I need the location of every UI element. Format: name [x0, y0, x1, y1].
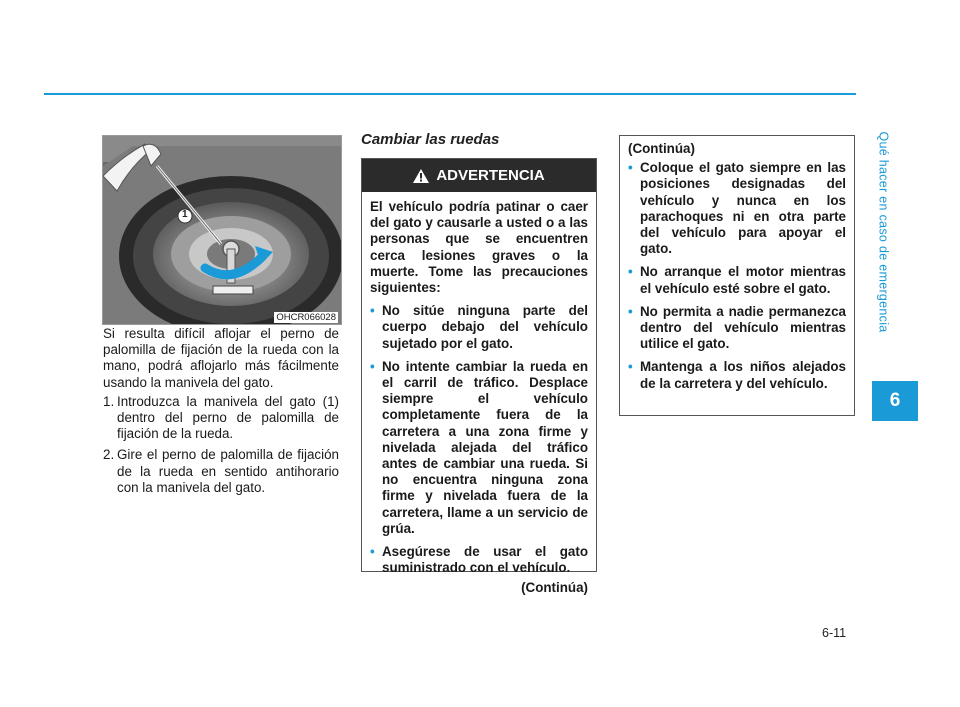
warning-bullets	[370, 303, 588, 576]
warning-triangle-icon	[413, 169, 429, 183]
bullet-text: Asegúrese de usar el gato suministrado con el vehículo.	[382, 544, 588, 576]
bullet-dot-icon: •	[370, 358, 375, 374]
continued-bullets	[628, 160, 846, 392]
bullet-dot-icon: •	[628, 264, 633, 280]
warning-bullet	[370, 544, 588, 576]
warning-bullet	[370, 359, 588, 537]
intro-paragraph: Si resulta difícil aflojar el perno de palomilla de fijación de la rueda con la mano, podrá aflojarlo más fácilmente usando la manivela del gato.	[103, 326, 339, 390]
continued-label: (Continúa)	[628, 141, 695, 156]
continued-label: (Continúa)	[521, 580, 588, 596]
warning-intro: El vehículo podría patinar o caer del gato y causarle a usted o a las personas que se encuentren cerca lesiones graves o la muerte. Tome las precauciones siguientes:	[370, 199, 588, 296]
chapter-tab: 6	[872, 381, 918, 421]
bullet-text: Coloque el gato siempre en las posiciones designadas del vehículo y nunca en los parachoques ni en otra parte del vehículo para apoyar el gato.	[640, 160, 846, 257]
section-side-label	[872, 112, 896, 352]
figure-callout-number: 1	[182, 209, 188, 220]
bullet-dot-icon: •	[628, 303, 633, 319]
step-number: 1.	[103, 393, 115, 409]
top-rule	[44, 93, 856, 95]
bullet-dot-icon: •	[370, 303, 375, 319]
bullet-text: No permita a nadie permanezca dentro del vehículo mientras utilice el gato.	[640, 303, 846, 352]
section-heading: Cambiar las ruedas	[361, 131, 500, 148]
warning-box	[361, 158, 597, 596]
warning-title: ADVERTENCIA	[436, 167, 545, 184]
warning-body	[362, 192, 596, 597]
section-label-text: Qué hacer en caso de emergencia	[877, 131, 891, 333]
warning-bullet	[628, 160, 846, 257]
continued-warning-box	[619, 135, 855, 416]
warning-bullet	[370, 303, 588, 352]
bullet-text: Mantenga a los niños alejados de la carretera y del vehículo.	[640, 359, 846, 391]
figure-code: OHCR066028	[276, 312, 336, 323]
page-number: 6-11	[822, 626, 847, 640]
bullet-text: No intente cambiar la rueda en el carril de tráfico. Desplace siempre el vehículo completamente fuera de la carretera a una zona firme y nivelada alejada del tráfico antes de cambiar una rueda. Si no encuentra ninguna zona firme y nivelada fuera de la carretera, llame a un servicio de grúa.	[382, 358, 588, 536]
step-item	[103, 447, 339, 496]
spare-tire-figure	[102, 135, 342, 325]
step-text: Introduzca la manivela del gato (1) dentro del perno de palomilla de fijación de la rueda.	[117, 393, 339, 442]
bullet-dot-icon: •	[628, 160, 633, 176]
step-text: Gire el perno de palomilla de fijación de la rueda en sentido antihorario con la manivela del gato.	[117, 447, 339, 495]
warning-bullet	[628, 304, 846, 353]
bullet-dot-icon: •	[370, 544, 375, 560]
warning-bullet	[628, 264, 846, 296]
spare-tire-illustration	[103, 136, 341, 324]
bullet-dot-icon: •	[628, 359, 633, 375]
warning-header	[362, 159, 596, 192]
bullet-text: No arranque el motor mientras el vehículo esté sobre el gato.	[640, 264, 846, 296]
step-number: 2.	[103, 447, 115, 463]
bullet-text: No sitúe ninguna parte del cuerpo debajo del vehículo sujetado por el gato.	[382, 303, 588, 351]
steps-list	[103, 394, 339, 496]
column-1	[103, 326, 339, 501]
warning-bullet	[628, 359, 846, 391]
step-item	[103, 394, 339, 443]
